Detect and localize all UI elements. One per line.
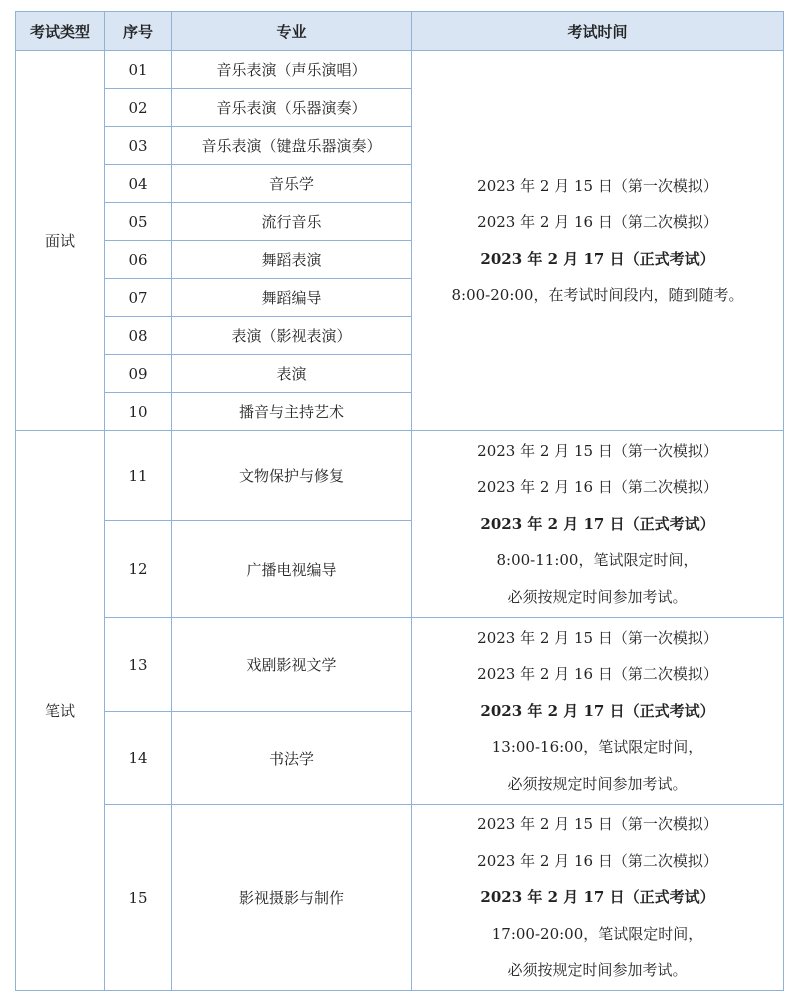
table-row (16, 51, 784, 89)
row-number: 11 (105, 431, 172, 521)
row-number: 04 (105, 165, 172, 203)
time-line: 2023 年 2 月 16 日（第二次模拟） (477, 665, 718, 684)
row-major: 音乐学 (172, 165, 412, 203)
time-line: 2023 年 2 月 16 日（第二次模拟） (477, 478, 718, 497)
time-line: 必须按规定时间参加考试。 (507, 587, 688, 606)
row-major: 广播电视编导 (172, 521, 412, 618)
time-line: 2023 年 2 月 16 日（第二次模拟） (477, 851, 718, 870)
row-number: 13 (105, 618, 172, 712)
time-line-formal: 2023 年 2 月 17 日（正式考试） (480, 888, 715, 907)
written-exam-time-1 (412, 431, 784, 618)
table-row (16, 805, 784, 991)
time-line: 2023 年 2 月 16 日（第二次模拟） (477, 213, 718, 231)
time-line: 8:00-20:00，在考试时间段内，随到随考。 (451, 286, 744, 304)
row-number: 01 (105, 51, 172, 89)
row-major: 音乐表演（键盘乐器演奏） (172, 127, 412, 165)
time-line: 17:00-20:00，笔试限定时间， (491, 924, 704, 943)
interview-exam-time (412, 51, 784, 431)
time-line-formal: 2023 年 2 月 17 日（正式考试） (480, 514, 715, 533)
row-major: 书法学 (172, 712, 412, 805)
time-line-formal: 2023 年 2 月 17 日（正式考试） (480, 701, 715, 720)
row-number: 10 (105, 393, 172, 431)
row-major: 流行音乐 (172, 203, 412, 241)
table-row (16, 431, 784, 521)
header-number: 序号 (105, 12, 172, 51)
time-line: 必须按规定时间参加考试。 (507, 774, 688, 793)
header-row (16, 12, 784, 51)
row-major: 舞蹈编导 (172, 279, 412, 317)
row-major: 播音与主持艺术 (172, 393, 412, 431)
time-line: 必须按规定时间参加考试。 (507, 961, 688, 980)
row-number: 06 (105, 241, 172, 279)
time-line: 13:00-16:00，笔试限定时间， (491, 738, 704, 757)
time-line: 2023 年 2 月 15 日（第一次模拟） (477, 176, 718, 195)
row-major: 文物保护与修复 (172, 431, 412, 521)
row-major: 影视摄影与制作 (172, 805, 412, 991)
header-major: 专业 (172, 12, 412, 51)
table-row (16, 618, 784, 712)
row-number: 14 (105, 712, 172, 805)
header-exam-time: 考试时间 (412, 12, 784, 51)
row-number: 03 (105, 127, 172, 165)
row-major: 表演（影视表演） (172, 317, 412, 355)
time-line: 2023 年 2 月 15 日（第一次模拟） (477, 441, 718, 460)
row-major: 音乐表演（声乐演唱） (172, 51, 412, 89)
time-line: 2023 年 2 月 15 日（第一次模拟） (477, 628, 718, 647)
exam-type-interview: 面试 (16, 51, 105, 431)
written-exam-time-2 (412, 618, 784, 805)
row-number: 09 (105, 355, 172, 393)
row-number: 12 (105, 521, 172, 618)
row-major: 舞蹈表演 (172, 241, 412, 279)
row-major: 音乐表演（乐器演奏） (172, 89, 412, 127)
time-line: 2023 年 2 月 15 日（第一次模拟） (477, 815, 718, 834)
time-line: 8:00-11:00，笔试限定时间， (496, 551, 699, 570)
header-exam-type: 考试类型 (16, 12, 105, 51)
row-number: 05 (105, 203, 172, 241)
row-number: 15 (105, 805, 172, 991)
time-line-formal: 2023 年 2 月 17 日（正式考试） (480, 249, 715, 268)
row-number: 07 (105, 279, 172, 317)
exam-schedule-table (15, 11, 784, 991)
row-major: 表演 (172, 355, 412, 393)
exam-type-written: 笔试 (16, 431, 105, 991)
row-major: 戏剧影视文学 (172, 618, 412, 712)
row-number: 08 (105, 317, 172, 355)
row-number: 02 (105, 89, 172, 127)
written-exam-time-3 (412, 805, 784, 991)
